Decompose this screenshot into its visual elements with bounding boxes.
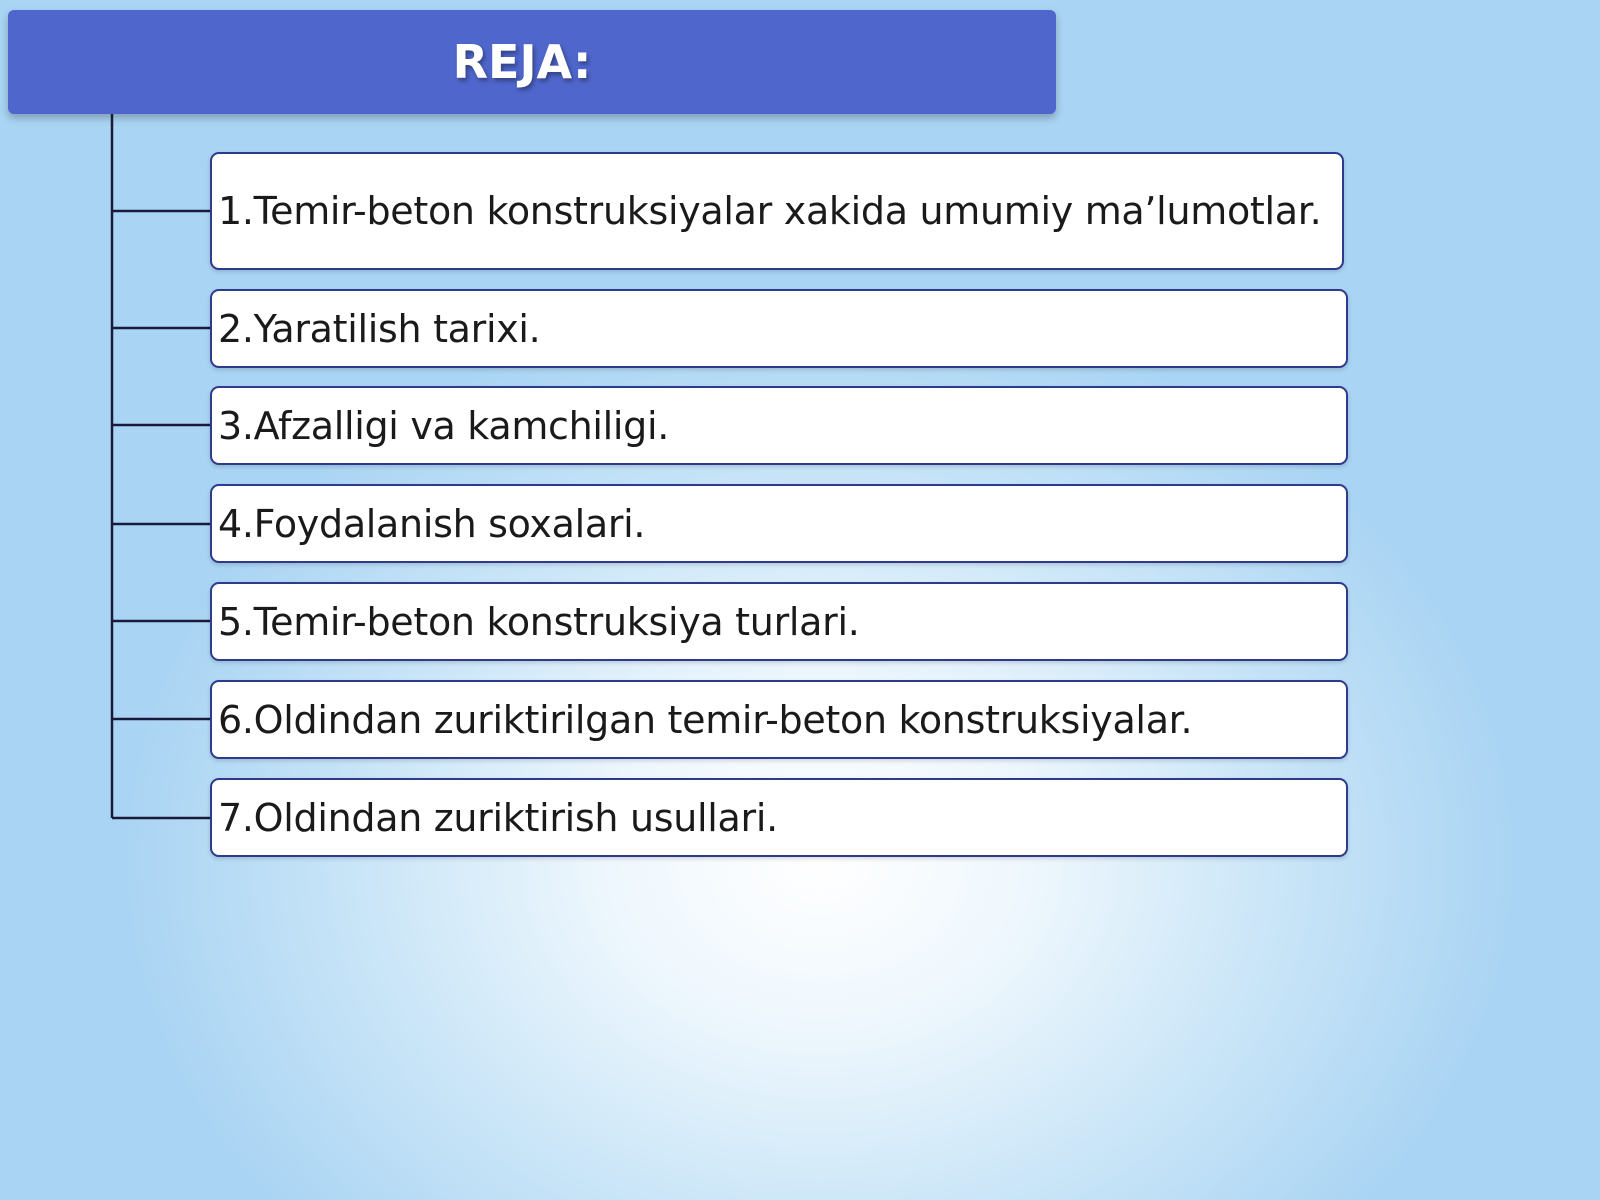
plan-item-label: 5.Temir-beton konstruksiya turlari. — [218, 599, 860, 644]
plan-item-label: 7.Oldindan zuriktirish usullari. — [218, 795, 778, 840]
plan-item-6 — [210, 680, 1348, 759]
plan-item-label: 2.Yaratilish tarixi. — [218, 306, 541, 351]
plan-item-label: 6.Oldindan zuriktirilgan temir-beton konstruksiyalar. — [218, 697, 1193, 742]
plan-item-1 — [210, 152, 1344, 270]
plan-item-7 — [210, 778, 1348, 857]
plan-item-2 — [210, 289, 1348, 368]
plan-item-5 — [210, 582, 1348, 661]
plan-item-label: 3.Afzalligi va kamchiligi. — [218, 403, 670, 448]
plan-item-label: 1.Temir-beton konstruksiyalar xakida umumiy ma’lumotlar. — [218, 189, 1322, 233]
plan-title: REJA: — [452, 35, 592, 89]
plan-item-4 — [210, 484, 1348, 563]
plan-item-3 — [210, 386, 1348, 465]
plan-item-label: 4.Foydalanish soxalari. — [218, 501, 646, 546]
